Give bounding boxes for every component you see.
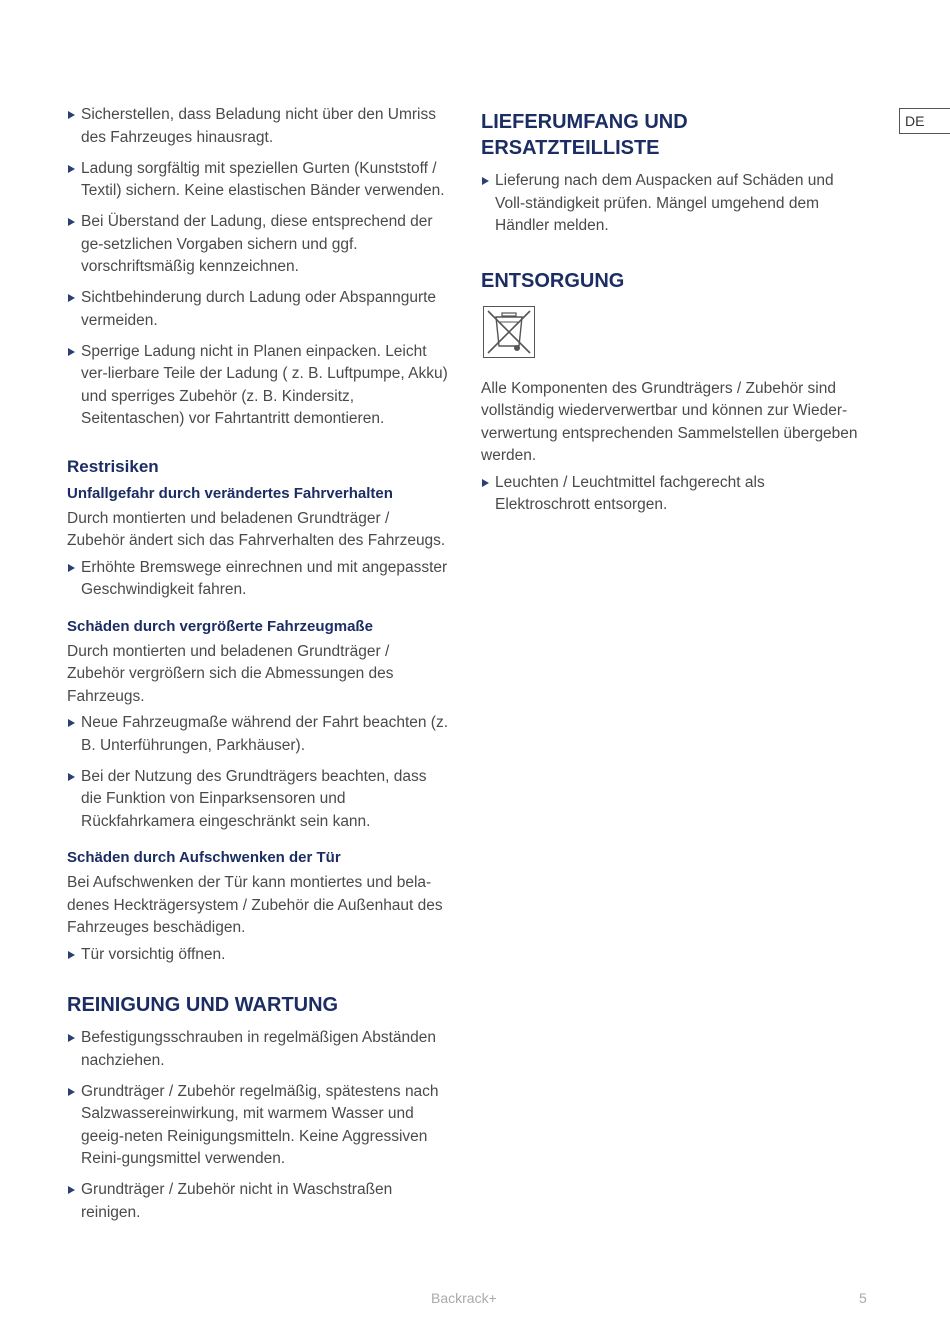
paragraph: Durch montierten und beladenen Grundträger / Zubehör ändert sich das Fahrverhalten des Fahrzeugs.: [67, 509, 446, 549]
subheading-fahrverhalten: Unfallgefahr durch verändertes Fahrverhalten: [67, 484, 393, 502]
section-heading-entsorgung: ENTSORGUNG: [481, 269, 625, 292]
list-item: Erhöhte Bremswege einrechnen und mit angepasster Geschwindigkeit fahren.: [67, 557, 451, 602]
list-item: Befestigungsschrauben in regelmäßigen Abständen nachziehen.: [67, 1027, 451, 1072]
list-item: Sichtbehinderung durch Ladung oder Abspanngurte vermeiden.: [67, 287, 451, 332]
section-heading-restrisiken: Restrisiken: [67, 456, 159, 476]
list-item: Sperrige Ladung nicht in Planen einpacken. Leicht ver-lierbare Teile der Ladung ( z. B. Luftpumpe, Akku) und sperriges Zubehör (z. B. Kindersitz, Seitentaschen) vor Fahrtantritt demontieren.: [67, 341, 451, 431]
crossed-out-wheelie-bin-icon: [483, 306, 535, 358]
right-column: [481, 104, 861, 525]
list-item: Grundträger / Zubehör nicht in Waschstraßen reinigen.: [67, 1179, 451, 1224]
left-column: [67, 104, 451, 1233]
list-item: Bei Überstand der Ladung, diese entsprechend der ge-setzlichen Vorgaben sichern und ggf. vorschriftsmäßig kennzeichnen.: [67, 211, 451, 279]
paragraph: Bei Aufschwenken der Tür kann montiertes und bela-denes Heckträgersystem / Zubehör die Außenhaut des Fahrzeuges beschädigen.: [67, 874, 443, 936]
subheading-tuer: Schäden durch Aufschwenken der Tür: [67, 849, 341, 866]
paragraph: Alle Komponenten des Grundträgers / Zubehör sind vollständig wiederverwertbar und können zur Wieder-verwertung entsprechenden Sammelstellen übergeben werden.: [481, 379, 858, 464]
list-item: Neue Fahrzeugmaße während der Fahrt beachten (z. B. Unterführungen, Parkhäuser).: [67, 712, 451, 757]
subheading-fahrzeugmasse: Schäden durch vergrößerte Fahrzeugmaße: [67, 617, 373, 635]
section-heading-reinigung: REINIGUNG UND WARTUNG: [67, 994, 339, 1016]
list-item: Lieferung nach dem Auspacken auf Schäden und Voll-ständigkeit prüfen. Mängel umgehend dem Händler melden.: [481, 170, 861, 238]
list-item: Bei der Nutzung des Grundträgers beachten, dass die Funktion von Einparksensoren und Rückfahrkamera eingeschränkt sein kann.: [67, 766, 451, 834]
loading-bullets: [67, 104, 451, 431]
footer-title: Backrack+: [431, 1290, 497, 1306]
page-number: 5: [859, 1290, 867, 1306]
list-item: Tür vorsichtig öffnen.: [67, 944, 451, 967]
list-item: Grundträger / Zubehör regelmäßig, spätestens nach Salzwassereinwirkung, mit warmem Wasser und geeig-neten Reinigungsmitteln. Keine Aggressiven Reini-gungsmittel verwenden.: [67, 1081, 451, 1171]
language-tab: DE: [899, 108, 950, 134]
list-item: Leuchten / Leuchtmittel fachgerecht als Elektroschrott entsorgen.: [481, 472, 861, 517]
paragraph: Durch montierten und beladenen Grundträger / Zubehör vergrößern sich die Abmessungen des Fahrzeugs.: [67, 642, 394, 705]
list-item: Sicherstellen, dass Beladung nicht über den Umriss des Fahrzeuges hinausragt.: [67, 104, 451, 149]
list-item: Ladung sorgfältig mit speziellen Gurten (Kunststoff / Textil) sichern. Keine elastischen Bänder verwenden.: [67, 158, 451, 203]
section-heading-lieferumfang: LIEFERUMFANG UND ERSATZTEILLISTE: [481, 111, 688, 159]
